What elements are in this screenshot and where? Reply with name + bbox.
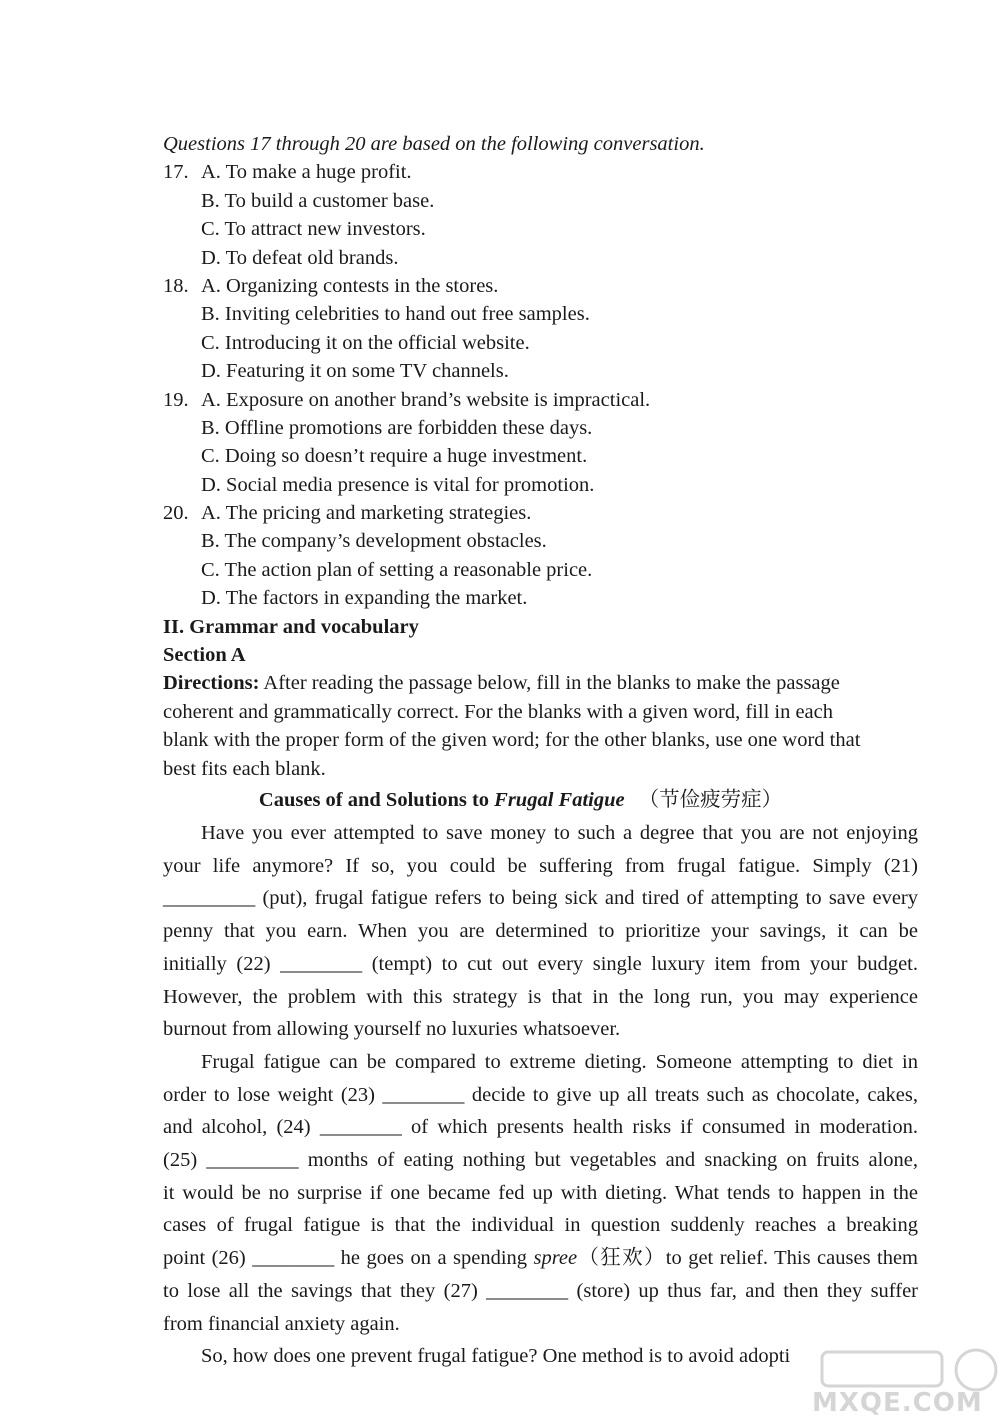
text-line <box>163 1242 918 1275</box>
spree-word: spree <box>533 1247 578 1270</box>
text-line: initially (22) ________ (tempt) to cut out every single luxury item from your budget. <box>163 952 918 975</box>
watermark-text: MXQE.COM <box>812 1388 983 1418</box>
option-d: D. To defeat old brands. <box>201 246 399 269</box>
title-prefix: Causes of and Solutions to <box>258 788 495 811</box>
text-line: However, the problem with this strategy is that in the long run, you may experience <box>163 985 918 1008</box>
option-a: A. Organizing contests in the stores. <box>201 274 499 297</box>
option-c: C. Doing so doesn’t require a huge investment. <box>201 445 588 468</box>
text-line: (25) _________ months of eating nothing but vegetables and snacking on fruits alone, <box>163 1149 918 1172</box>
spree-post: （狂欢）to get relief. This causes them <box>577 1247 918 1270</box>
question-number: 17. <box>163 161 189 184</box>
text-line: order to lose weight (23) ________ decide to give up all treats such as chocolate, cakes, <box>163 1083 918 1106</box>
text-line: it would be no surprise if one became fed up with dieting. What tends to happen in the <box>163 1181 918 1204</box>
option-c: C. To attract new investors. <box>201 218 426 241</box>
exam-page <box>163 130 918 1373</box>
option-d: D. Featuring it on some TV channels. <box>201 360 509 383</box>
question-number: 20. <box>163 502 189 525</box>
question-number: 19. <box>163 388 189 411</box>
option-b: B. Offline promotions are forbidden these days. <box>201 416 593 439</box>
paragraph-2 <box>163 1046 918 1340</box>
text-line: So, how does one prevent frugal fatigue? One method is to avoid adopti <box>201 1345 791 1368</box>
spree-pre: point (26) ________ he goes on a spending <box>163 1247 534 1270</box>
option-b: B. The company’s development obstacles. <box>201 530 547 553</box>
title-chinese: （节俭疲劳症） <box>638 788 783 811</box>
question-number: 18. <box>163 274 189 297</box>
text-line: penny that you earn. When you are determined to prioritize your savings, it can be <box>163 920 918 943</box>
listening-intro: Questions 17 through 20 are based on the following conversation. <box>163 133 705 155</box>
text-line: _________ (put), frugal fatigue refers to being sick and tired of attempting to save every <box>163 887 918 910</box>
option-d: D. Social media presence is vital for promotion. <box>201 473 595 496</box>
text-line: to lose all the savings that they (27) ________ (store) up thus far, and then they suffer <box>163 1279 918 1302</box>
title-italic: Frugal Fatigue <box>494 788 625 811</box>
text-line: cases of frugal fatigue is that the individual in question suddenly reaches a breaking <box>163 1214 918 1237</box>
part-heading: II. Grammar and vocabulary <box>163 615 419 638</box>
question-17 <box>163 158 918 272</box>
paragraph-1 <box>163 817 918 1046</box>
directions-text: best fits each blank. <box>163 757 326 780</box>
directions-text: coherent and grammatically correct. For the blanks with a given word, fill in each <box>163 700 834 723</box>
option-c: C. Introducing it on the official website. <box>201 331 530 354</box>
paragraph-3 <box>163 1340 918 1373</box>
option-a: A. The pricing and marketing strategies. <box>201 502 532 525</box>
text-line: from financial anxiety again. <box>163 1312 400 1335</box>
question-18 <box>163 272 918 386</box>
option-a: A. To make a huge profit. <box>201 161 412 184</box>
directions-text: blank with the proper form of the given word; for the other blanks, use one word that <box>163 729 861 752</box>
directions-text: After reading the passage below, fill in the blanks to make the passage <box>259 672 840 695</box>
option-c: C. The action plan of setting a reasonable price. <box>201 558 593 581</box>
question-19 <box>163 386 918 500</box>
text-line: Have you ever attempted to save money to such a degree that you are not enjoying <box>201 821 918 844</box>
question-20 <box>163 499 918 613</box>
text-line: and alcohol, (24) ________ of which presents health risks if consumed in moderation. <box>163 1116 918 1139</box>
passage-title <box>123 783 918 817</box>
text-line: burnout from allowing yourself no luxuries whatsoever. <box>163 1018 621 1041</box>
option-b: B. To build a customer base. <box>201 189 435 212</box>
option-a: A. Exposure on another brand’s website is impractical. <box>201 388 651 411</box>
text-line: Frugal fatigue can be compared to extreme dieting. Someone attempting to diet in <box>201 1050 918 1073</box>
section-heading: Section A <box>163 644 246 667</box>
directions <box>163 669 918 783</box>
directions-label: Directions: <box>163 672 260 695</box>
option-d: D. The factors in expanding the market. <box>201 587 528 610</box>
option-b: B. Inviting celebrities to hand out free samples. <box>201 303 590 326</box>
text-line: your life anymore? If so, you could be suffering from frugal fatigue. Simply (21) <box>163 854 918 877</box>
watermark-logo <box>812 1348 1002 1418</box>
